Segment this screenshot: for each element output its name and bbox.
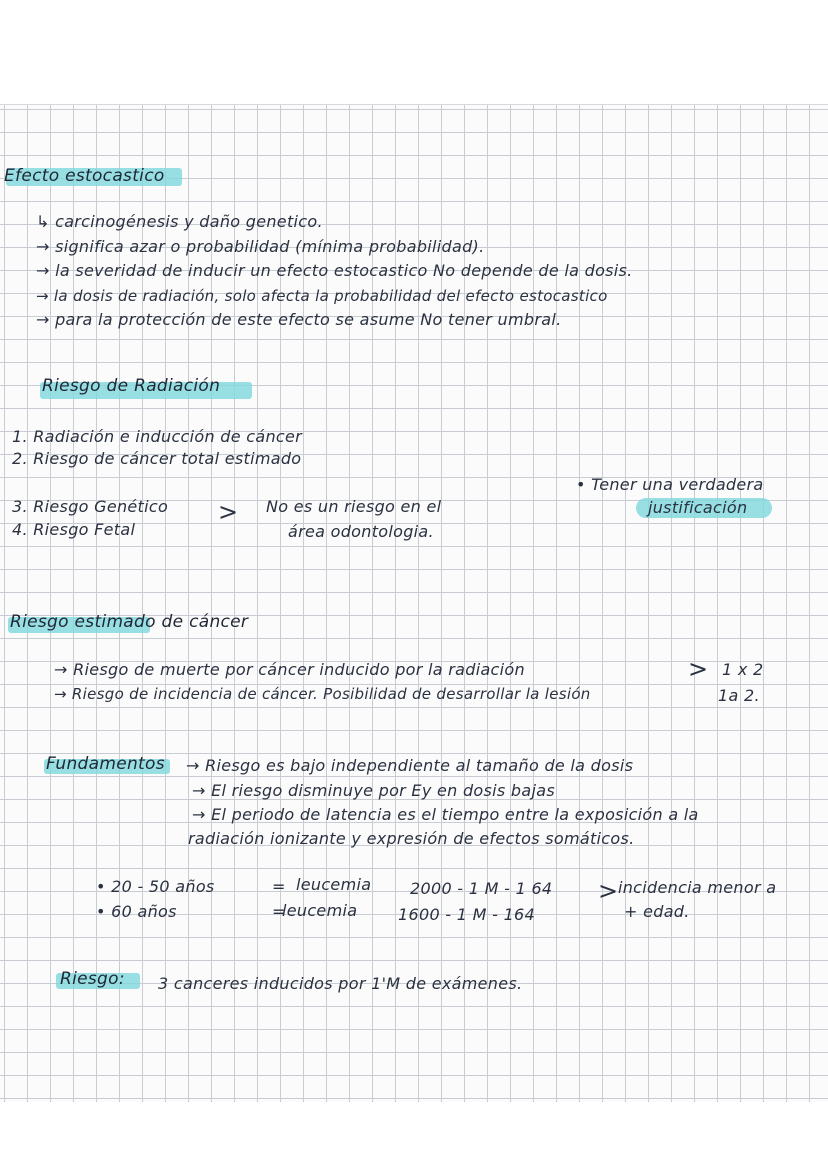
ratio: 1a 2. bbox=[718, 686, 760, 705]
side-note: justificación bbox=[648, 498, 748, 517]
equals-sign: = bbox=[272, 877, 286, 896]
note-text: No es un riesgo en el bbox=[266, 497, 442, 516]
note-line: → significa azar o probabilidad (mínima probabilidad). bbox=[36, 237, 485, 256]
note-line: → Riesgo de incidencia de cáncer. Posibilidad de desarrollar la lesión bbox=[54, 685, 591, 703]
brace: > bbox=[218, 498, 239, 526]
statistic: 1600 - 1 M - 164 bbox=[398, 905, 536, 924]
list-item: 3. Riesgo Genético bbox=[12, 497, 169, 516]
age-group: • 60 años bbox=[96, 902, 177, 921]
disease: leucemia bbox=[282, 901, 358, 920]
note-line: → Riesgo de muerte por cáncer inducido por la radiación bbox=[54, 660, 525, 679]
equals-sign: = bbox=[272, 902, 286, 921]
note-text: incidencia menor a bbox=[618, 878, 777, 897]
note-line: → Riesgo es bajo independiente al tamaño de la dosis bbox=[186, 756, 634, 775]
ratio: 1 x 2 bbox=[722, 660, 764, 679]
note-line: → El riesgo disminuye por Ey en dosis bajas bbox=[192, 781, 555, 800]
list-item: 1. Radiación e inducción de cáncer bbox=[12, 427, 303, 446]
disease: leucemia bbox=[296, 875, 372, 894]
note-line: radiación ionizante y expresión de efectos somáticos. bbox=[188, 829, 635, 848]
note-line: → la dosis de radiación, solo afecta la probabilidad del efecto estocastico bbox=[36, 287, 608, 305]
section-title-fundamentos: Fundamentos bbox=[46, 754, 165, 774]
section-title-riesgo-estimado: Riesgo estimado de cáncer bbox=[10, 612, 249, 632]
age-group: • 20 - 50 años bbox=[96, 877, 215, 896]
note-line: → El periodo de latencia es el tiempo entre la exposición a la bbox=[192, 805, 699, 824]
note-text: + edad. bbox=[624, 902, 690, 921]
note-line: 3 canceres inducidos por 1'M de exámenes. bbox=[158, 974, 523, 993]
list-item: 4. Riesgo Fetal bbox=[12, 520, 136, 539]
brace: > bbox=[688, 655, 709, 683]
note-line: → para la protección de este efecto se asume No tener umbral. bbox=[36, 310, 562, 329]
side-note: • Tener una verdadera bbox=[576, 475, 764, 494]
statistic: 2000 - 1 M - 1 64 bbox=[410, 879, 553, 898]
note-text: área odontologia. bbox=[288, 522, 434, 541]
list-item: 2. Riesgo de cáncer total estimado bbox=[12, 449, 302, 468]
section-title-riesgo-radiacion: Riesgo de Radiación bbox=[42, 376, 221, 396]
riesgo-label: Riesgo: bbox=[60, 969, 125, 989]
brace: > bbox=[598, 877, 619, 905]
section-title-efecto-estocastico: Efecto estocastico bbox=[4, 166, 165, 186]
note-line: → la severidad de inducir un efecto estocastico No depende de la dosis. bbox=[36, 261, 633, 280]
note-line: ↳ carcinogénesis y daño genetico. bbox=[36, 212, 323, 231]
